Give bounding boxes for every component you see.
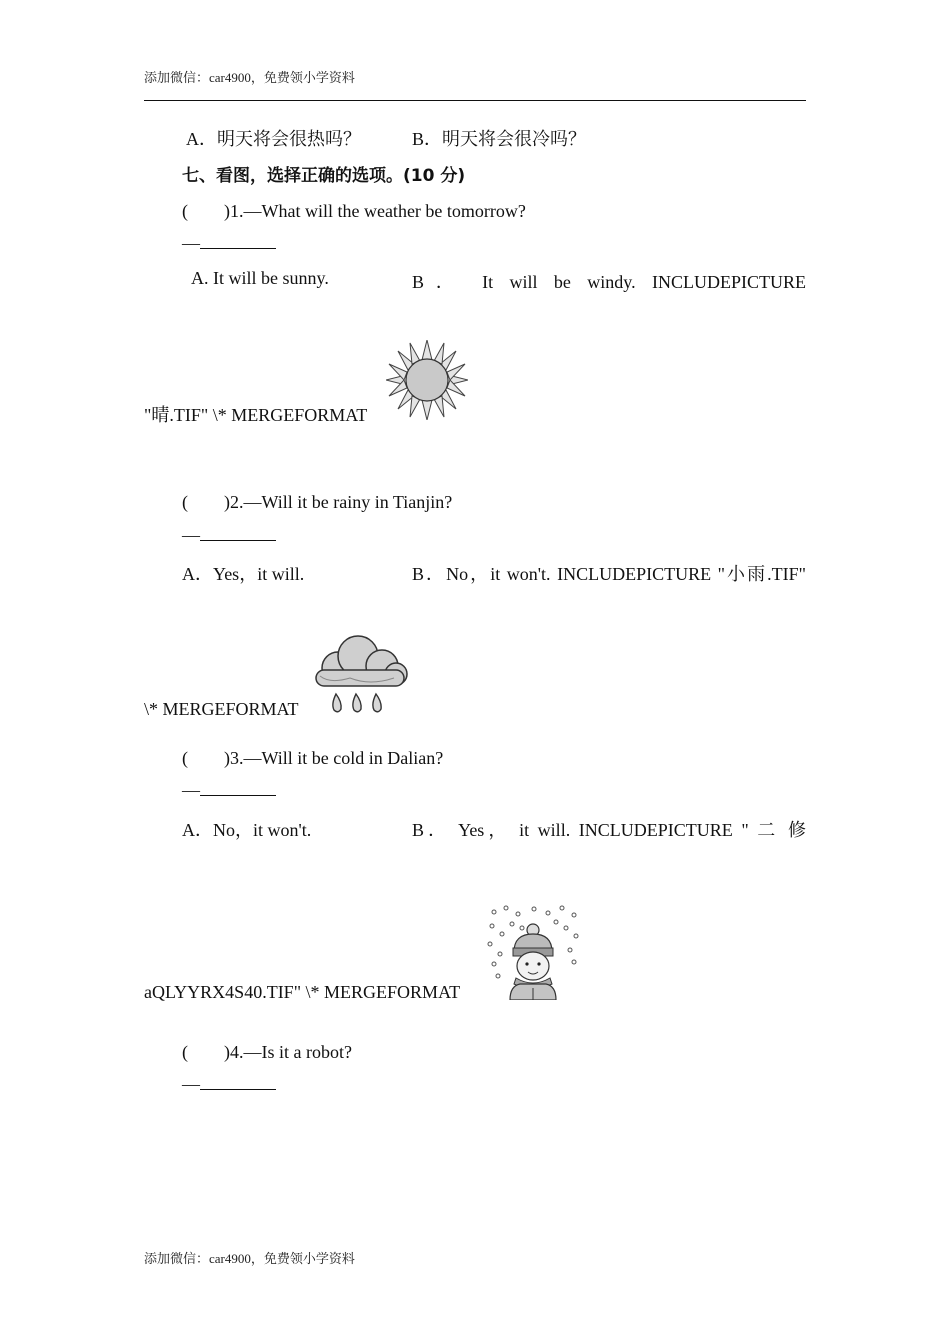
snow-child-icon [486, 904, 580, 1000]
question-1-prompt: ( )1.—What will the weather be tomorrow? [182, 201, 526, 221]
question-2-answer-line [182, 524, 276, 546]
question-4-answer-line [182, 1073, 276, 1095]
question-3-option-a: A．No，it won't. [182, 820, 312, 840]
question-2-option-a: A．Yes，it will. [182, 564, 305, 584]
question-3-field-tail: aQLYYRX4S40.TIF" \* MERGEFORMAT [144, 982, 461, 1002]
answer-blank [200, 524, 276, 541]
section-title: 七、看图，选择正确的选项。(10 分) [182, 166, 466, 186]
answer-blank [200, 1073, 276, 1090]
question-2-field-tail: \* MERGEFORMAT [144, 699, 299, 719]
prev-option-a: A．明天将会很热吗？ [186, 129, 361, 149]
answer-dash: — [182, 780, 200, 800]
question-3-prompt: ( )3.—Will it be cold in Dalian? [182, 748, 444, 768]
question-2-option-b: B．No，it won't. INCLUDEPICTURE "小雨.TIF" [412, 564, 806, 584]
question-3-answer-line [182, 779, 276, 801]
question-3-option-b: B． Yes， it will. INCLUDEPICTURE " 二 修 [412, 820, 806, 840]
header-rule [144, 100, 806, 101]
answer-blank [200, 779, 276, 796]
page-header: 添加微信：car4900，免费领小学资料 [144, 70, 355, 85]
question-1-option-a: A. It will be sunny. [191, 268, 329, 288]
question-2-prompt: ( )2.—Will it be rainy in Tianjin? [182, 492, 453, 512]
question-1-answer-line [182, 232, 276, 254]
question-1-field-tail: "晴.TIF" \* MERGEFORMAT [144, 405, 368, 425]
answer-blank [200, 232, 276, 249]
answer-dash: — [182, 233, 200, 253]
answer-dash: — [182, 525, 200, 545]
rain-cloud-icon [310, 630, 410, 718]
sun-icon [386, 340, 468, 420]
prev-option-b: B．明天将会很冷吗？ [412, 129, 587, 149]
answer-dash: — [182, 1074, 200, 1094]
page-footer: 添加微信：car4900，免费领小学资料 [144, 1251, 355, 1266]
question-4-prompt: ( )4.—Is it a robot? [182, 1042, 352, 1062]
question-1-option-b: B． It will be windy. INCLUDEPICTURE [412, 272, 806, 292]
